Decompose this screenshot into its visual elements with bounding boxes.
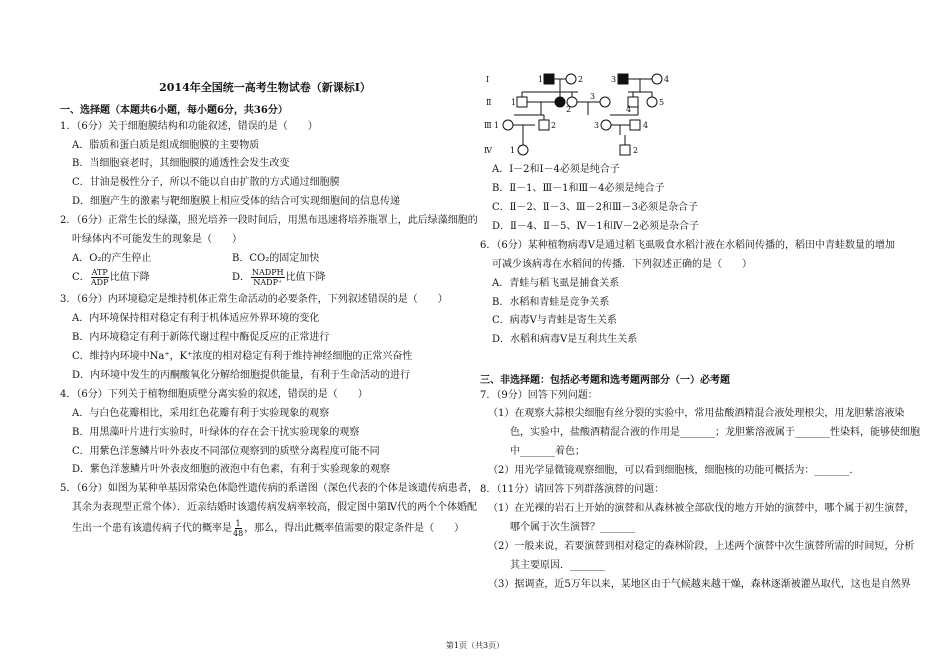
num-II-5: 5 <box>659 98 665 107</box>
num-I-3: 3 <box>611 75 617 84</box>
section-nonchoice-heading: 三、非选择题：包括必考题和选考题两部分（一）必考题 <box>480 375 730 386</box>
q5-option-d: D．Ⅱ－4、Ⅱ－5、Ⅳ－1和Ⅳ－2必须是杂合子 <box>492 221 700 232</box>
q7-stem: 7．（9分）回答下列问题： <box>480 390 598 401</box>
probability-fraction: $\frac{1}{48}$ <box>233 519 244 538</box>
q2-stem-line2: 叶绿体内不可能发生的现象是（ ） <box>72 234 242 245</box>
q3-option-d: D．内环境中发生的丙酮酸氧化分解给细胞提供能量，有利于生命活动的进行 <box>72 370 411 381</box>
pedigree-III-4 <box>630 120 640 130</box>
num-IV-1: 1 <box>510 146 516 155</box>
pedigree-II-1 <box>517 97 527 107</box>
gen-label-III: Ⅲ <box>484 121 492 130</box>
q5-option-c: C．Ⅱ－2、Ⅱ－3、Ⅲ－2和Ⅲ－3必须是杂合子 <box>492 202 698 213</box>
q7-part1-line1: （1）在观察大蒜根尖细胞有丝分裂的实验中，常用盐酸酒精混合液处理根尖，用龙胆紫溶液染 <box>488 408 905 419</box>
pedigree-IV-1 <box>518 145 528 155</box>
q2-option-c: C． $\frac{\text{ATP}}{\text{ADP}}$ 比值下降 <box>72 268 150 287</box>
q4-stem: 4．（6分）下列关于植物细胞质壁分离实验的叙述，错误的是（ ） <box>60 389 368 400</box>
q6-option-c: C．病毒Ⅴ与青蛙是寄生关系 <box>492 315 617 326</box>
num-III-4: 4 <box>643 121 649 130</box>
q3-stem: 3．（6分）内环境稳定是维持机体正常生命活动的必要条件，下列叙述错误的是（ ） <box>60 294 448 305</box>
q8-part3-line1: （3）据调查，近5万年以来，某地区由于气候越来越干燥，森林逐渐被灌丛取代，这也是自然界 <box>488 579 911 590</box>
gen-label-IV: Ⅳ <box>484 146 492 155</box>
q2-stem-line1: 2．（6分）正常生长的绿藻，照光培养一段时间后，用黑布迅速将培养瓶罩上，此后绿藻细胞的 <box>60 215 478 226</box>
q3-option-a: A．内环境保持相对稳定有利于机体适应外界环境的变化 <box>72 313 320 324</box>
q4-option-d: D．紫色洋葱鳞片叶外表皮细胞的液泡中有色素，有利于实验现象的观察 <box>72 464 391 475</box>
q6-option-a: A．青蛙与稻飞虱是捕食关系 <box>492 278 620 289</box>
pedigree-III-2 <box>539 120 549 130</box>
q5-option-b: B．Ⅱ－1、Ⅲ－1和Ⅲ－4必须是纯合子 <box>492 183 665 194</box>
pedigree-I-4 <box>652 74 662 84</box>
num-II-1: 1 <box>511 98 517 107</box>
pedigree-III-1 <box>503 120 513 130</box>
pedigree-III-3 <box>601 120 611 130</box>
q2-option-a: A．O₂的产生停止 <box>72 253 152 264</box>
q6-option-d: D．水稻和病毒Ⅴ是互利共生关系 <box>492 334 638 345</box>
q1-option-c: C．甘油是极性分子，所以不能以自由扩散的方式通过细胞膜 <box>72 177 340 188</box>
q5-stem-line2: 其余为表现型正常个体）．近亲结婚时该遗传病发病率较高，假定图中第Ⅳ代的两个个体婚配 <box>72 502 477 513</box>
page-title: 2014年全国统一高考生物试卷（新课标Ⅰ） <box>159 81 371 94</box>
section-choice-heading: 一、选择题（本题共6小题，每小题6分，共36分） <box>60 105 288 116</box>
q8-part1-line1: （1）在光裸的岩石上开始的演替和从森林被全部砍伐的地方开始的演替中，哪个属于初生演替， <box>488 503 915 514</box>
page-footer: 第1页（共3页） <box>445 641 505 650</box>
q8-part2-line1: （2）一般来说，若要演替到相对稳定的森林阶段，上述两个演替中次生演替所需的时间短，分析 <box>488 541 915 552</box>
num-III-3: 3 <box>594 121 600 130</box>
gen-label-I: Ⅰ <box>486 75 490 84</box>
num-III-1: 1 <box>494 121 500 130</box>
q6-stem-line1: 6．（6分）某种植物病毒Ⅴ是通过稻飞虱吸食水稻汁液在水稻间传播的，稻田中青蛙数量的增加 <box>480 240 895 251</box>
atp-adp-fraction: $\frac{\text{ATP}}{\text{ADP}}$ <box>90 268 109 287</box>
q8-part1-line2: 哪个属于次生演替？_______ <box>510 522 635 533</box>
q7-part2: （2）用光学显微镜观察细胞，可以看到细胞核，细胞核的功能可概括为：_______． <box>488 465 860 476</box>
q5-option-a: A．Ⅰ－2和Ⅰ－4必须是纯合子 <box>492 164 620 175</box>
q2-option-d: D． $\frac{\text{NADPH}}{\text{NADP⁺}}$ 比值下降 <box>232 268 326 287</box>
pedigree-II-2 <box>555 97 565 107</box>
pedigree-I-2 <box>566 74 576 84</box>
q2-option-b: B．CO₂的固定加快 <box>232 253 320 264</box>
pedigree-I-3 <box>618 74 628 84</box>
q7-part1-line2: 色，实验中，盐酸酒精混合液的作用是_______；龙胆紫溶液属于_______性染料，能够使细胞 <box>510 427 920 438</box>
q8-stem: 8．（11分）请回答下列群落演替的问题： <box>480 484 665 495</box>
q7-part1-line3: 中_______着色； <box>510 446 585 457</box>
gen-label-II: Ⅱ <box>486 98 492 107</box>
num-II-3: 3 <box>590 92 596 101</box>
pedigree-IV-2 <box>620 145 630 155</box>
q8-part2-line2: 其主要原因．_______ <box>510 560 605 571</box>
q1-option-b: B．当细胞衰老时，其细胞膜的通透性会发生改变 <box>72 158 290 169</box>
num-I-4: 4 <box>664 75 670 84</box>
q4-option-c: C．用紫色洋葱鳞片叶外表皮不同部位观察到的质壁分离程度可能不同 <box>72 446 380 457</box>
nadph-nadp-fraction: $\frac{\text{NADPH}}{\text{NADP⁺}}$ <box>252 268 284 287</box>
q1-option-d: D．细胞产生的激素与靶细胞膜上相应受体的结合可实现细胞间的信息传递 <box>72 196 401 207</box>
q5-stem-line3: 生出一个患有该遗传病子代的概率是 $\frac{1}{48}$ ，那么，得出此概率值需要的限定条件是（ ） <box>72 519 465 538</box>
num-IV-2: 2 <box>633 146 639 155</box>
q3-option-c: C．维持内环境中Na⁺，K⁺浓度的相对稳定有利于维持神经细胞的正常兴奋性 <box>72 351 413 362</box>
q1-option-a: A．脂质和蛋白质是组成细胞膜的主要物质 <box>72 140 260 151</box>
q3-option-b: B．内环境稳定有利于新陈代谢过程中酶促反应的正常进行 <box>72 332 330 343</box>
pedigree-diagram <box>480 70 680 160</box>
q1-stem: 1．（6分）关于细胞膜结构和功能叙述，错误的是（ ） <box>60 121 318 132</box>
q6-option-b: B．水稻和青蛙是竞争关系 <box>492 297 610 308</box>
num-I-1: 1 <box>538 75 544 84</box>
q4-option-a: A．与白色花瓣相比，采用红色花瓣有利于实验现象的观察 <box>72 408 330 419</box>
num-II-4: 4 <box>626 105 632 114</box>
num-III-2: 2 <box>551 121 557 130</box>
q4-option-b: B．用黑藻叶片进行实验时，叶绿体的存在会干扰实验现象的观察 <box>72 427 360 438</box>
num-I-2: 2 <box>578 75 584 84</box>
q5-stem-line1: 5．（6分）如图为某种单基因常染色体隐性遗传病的系谱图（深色代表的个体是该遗传病患者， <box>60 483 478 494</box>
pedigree-II-5 <box>647 97 657 107</box>
num-II-2: 2 <box>566 105 572 114</box>
pedigree-I-1 <box>544 74 554 84</box>
q6-stem-line2: 可减少该病毒在水稻间的传播．下列叙述正确的是（ ） <box>492 259 752 270</box>
pedigree-II-3-spouse <box>600 97 610 107</box>
